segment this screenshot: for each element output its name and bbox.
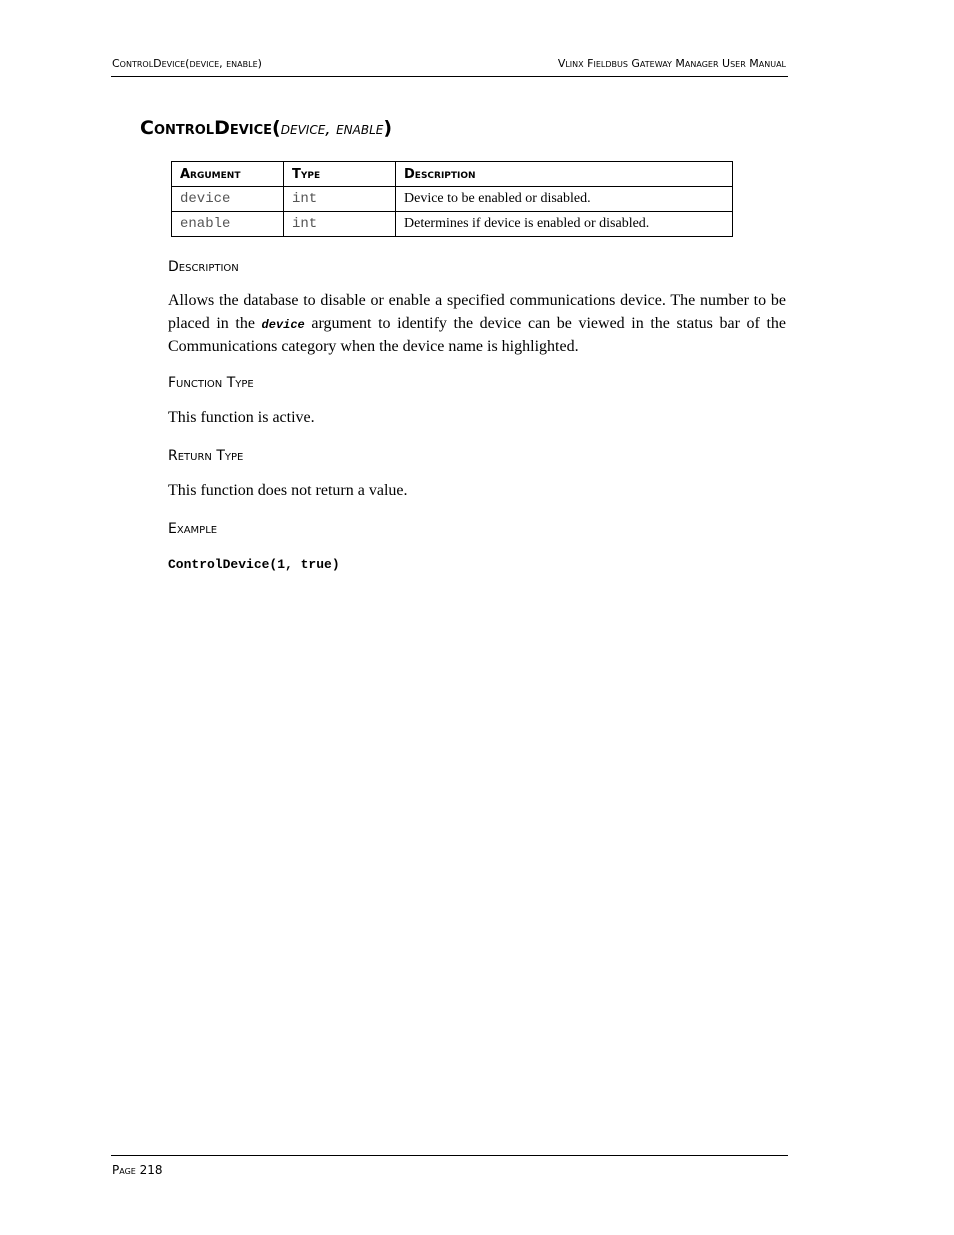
type-cell: int — [284, 212, 396, 237]
page-footer — [111, 1155, 788, 1177]
description-heading: Description — [168, 259, 239, 275]
return-type-text: This function does not return a value. — [168, 482, 408, 499]
type-cell: int — [284, 187, 396, 212]
argument-cell: device — [172, 187, 284, 212]
function-type-heading: Function Type — [168, 375, 254, 391]
header-manual-title: Vlinx Fieldbus Gateway Manager User Manual — [557, 57, 786, 70]
column-header-type: Type — [284, 162, 396, 187]
example-heading: Example — [168, 521, 218, 537]
page-header — [111, 54, 788, 77]
description-cell: Determines if device is enabled or disabled. — [396, 212, 733, 237]
argument-cell: enable — [172, 212, 284, 237]
return-type-heading: Return Type — [168, 448, 244, 464]
description-paragraph — [168, 290, 786, 359]
title-close: ) — [383, 117, 393, 139]
description-text-after: argument to identify the device can be viewed in the status bar of the Communications category when the device name is highlighted. — [168, 314, 787, 355]
column-header-description: Description — [396, 162, 733, 187]
header-section-title: ControlDevice(device, enable) — [112, 57, 262, 70]
function-type-text: This function is active. — [168, 409, 315, 426]
title-function: ControlDevice( — [140, 117, 281, 139]
page-number: Page 218 — [112, 1163, 163, 1177]
arguments-table — [171, 161, 733, 237]
description-text-before: Allows the database to disable or enable a specified communications device. The number to be placed in the — [168, 292, 786, 332]
column-header-argument: Argument — [172, 162, 284, 187]
table-row — [172, 212, 733, 237]
table-row — [172, 187, 733, 212]
description-cell: Device to be enabled or disabled. — [396, 187, 733, 212]
page-title — [140, 117, 392, 139]
table-header-row — [172, 162, 733, 187]
title-params: device, enable — [280, 119, 384, 139]
example-code: ControlDevice(1, true) — [168, 557, 340, 572]
description-code: device — [261, 317, 305, 332]
